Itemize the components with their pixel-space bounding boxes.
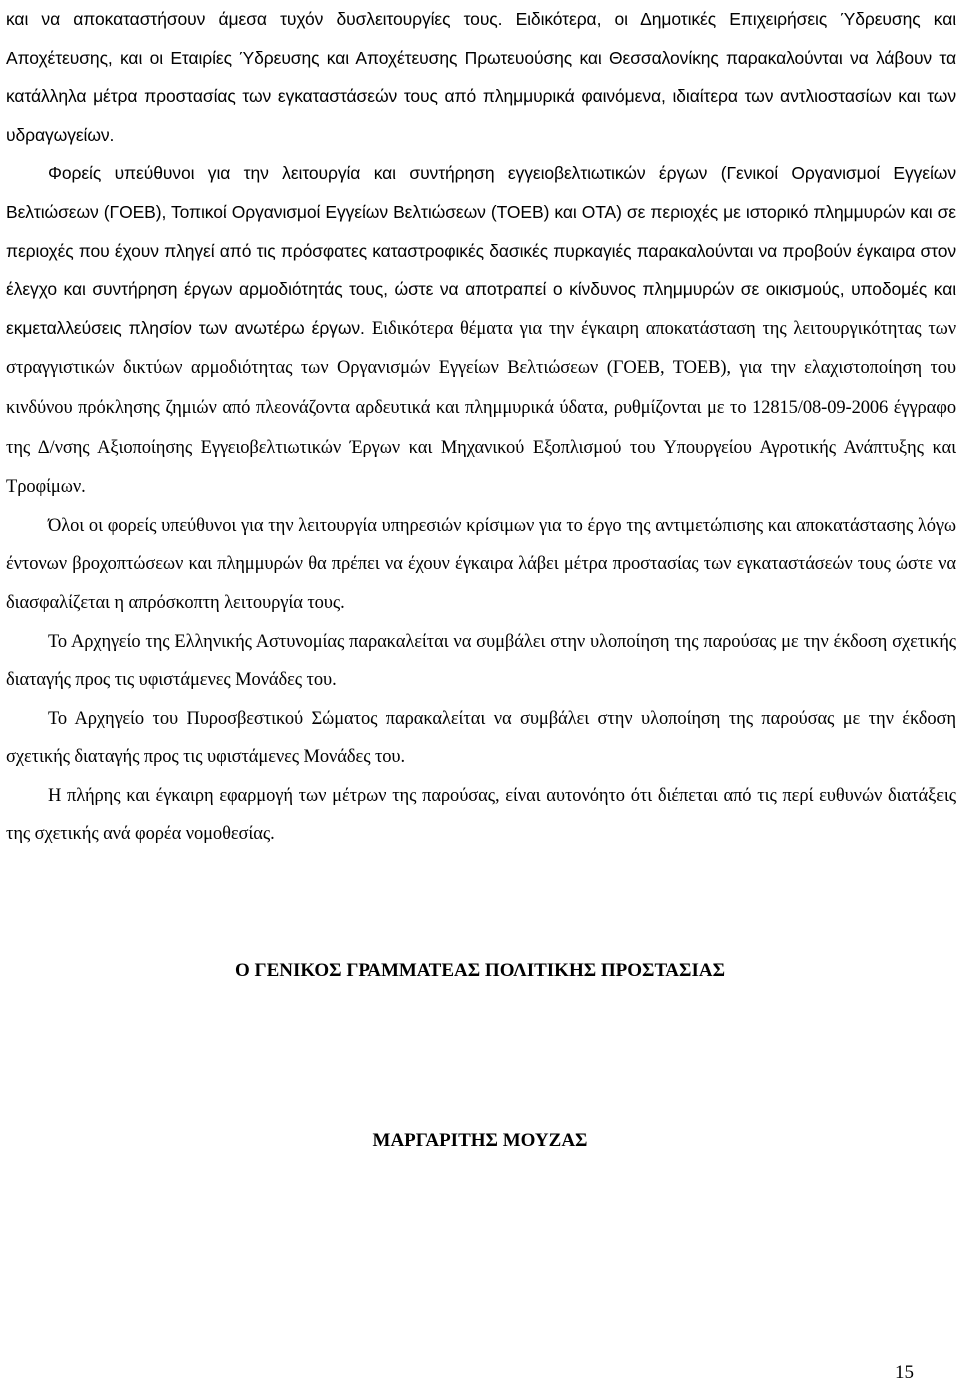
paragraph-land-reclamation-bodies-text: Φορείς υπεύθυνοι για την λειτουργία και συντήρηση εγγειοβελτιωτικών έργων (Γενικοί Οργανισμοί Εγγείων Βελτιώσεων (ΓΟΕΒ), Τοπικοί Οργανισμοί Εγγείων Βελτιώσεων (ΤΟΕΒ) και ΟΤΑ) σε περιοχές με ιστορικό πλημμυρών και σε περιοχές που έχουν πληγεί από τις πρόσφατες καταστροφικές δασικές πυρκαγιές παρακαλούνται να προβούν έγκαιρα στον έλεγχο και συντήρηση έργων αρμοδιότητάς τους, ώστε να αποτραπεί ο κίνδυνος πλημμυρών σε οικισμούς, υποδομές και εκμεταλλεύσεις πλησίον των ανωτέρω έργων. <box>6 163 956 338</box>
paragraph-water-utilities: και να αποκαταστήσουν άμεσα τυχόν δυσλειτουργίες τους. Ειδικότερα, οι Δημοτικές Επιχειρήσεις Ύδρευσης και Αποχέτευσης, και οι Εταιρίες Ύδρευσης και Αποχέτευσης Πρωτευούσης και Θεσσαλονίκης παρακαλούνται να λάβουν τα κατάλληλα μέτρα προστασίας των εγκαταστάσεών τους από πλημμυρικά φαινόμενα, ιδιαίτερα των αντλιοστασίων και των υδραγωγείων. <box>6 9 956 145</box>
signature-name: ΜΑΡΓΑΡΙΤΗΣ ΜΟΥΖΑΣ <box>372 1130 588 1151</box>
paragraph-critical-services: Όλοι οι φορείς υπεύθυνοι για την λειτουργία υπηρεσιών κρίσιμων για το έργο της αντιμετώπισης και αποκατάστασης λόγω έντονων βροχοπτώσεων και πλημμυρών θα πρέπει να έχουν έγκαιρα λάβει μέτρα προστασίας των εγκαταστάσεών τους ώστε να διασφαλίζεται η απρόσκοπτη λειτουργία τους. <box>6 515 956 613</box>
document-page <box>6 0 956 1387</box>
signature-title: Ο ΓΕΝΙΚΟΣ ΓΡΑΜΜΑΤΕΑΣ ΠΟΛΙΤΙΚΗΣ ΠΡΟΣΤΑΣΙΑΣ <box>235 960 725 981</box>
paragraph-fire-service-headquarters: Το Αρχηγείο του Πυροσβεστικού Σώματος παρακαλείται να συμβάλει στην υλοποίηση της παρούσας με την έκδοση σχετικής διαταγής προς τις υφιστάμενες Μονάδες του. <box>6 708 956 768</box>
page-number: 15 <box>895 1362 914 1383</box>
paragraph-police-headquarters: Το Αρχηγείο της Ελληνικής Αστυνομίας παρακαλείται να συμβάλει στην υλοποίηση της παρούσας με την έκδοση σχετικής διαταγής προς τις υφιστάμενες Μονάδες του. <box>6 631 956 691</box>
paragraph-liability-provisions: Η πλήρης και έγκαιρη εφαρμογή των μέτρων της παρούσας, είναι αυτονόητο ότι διέπεται από τις περί ευθυνών διατάξεις της σχετικής ανά φορέα νομοθεσίας. <box>6 785 956 845</box>
paragraph-drainage-networks-text: Ειδικότερα θέματα για την έγκαιρη αποκατάσταση της λειτουργικότητας των στραγγιστικών δικτύων αρμοδιότητας των Οργανισμών Εγγείων Βελτιώσεων (ΓΟΕΒ, ΤΟΕΒ), για την ελαχιστοποίηση του κινδύνου πρόκλησης ζημιών από πλεονάζοντα αρδευτικά και πλημμυρικά ύδατα, ρυθμίζονται με το 12815/08-09-2006 έγγραφο της Δ/νσης Αξιοποίησης Εγγειοβελτιωτικών Έργων και Μηχανικού Εξοπλισμού του Υπουργείου Αγροτικής Ανάπτυξης και Τροφίμων. <box>6 318 956 498</box>
paragraph-land-reclamation-bodies <box>6 154 956 506</box>
